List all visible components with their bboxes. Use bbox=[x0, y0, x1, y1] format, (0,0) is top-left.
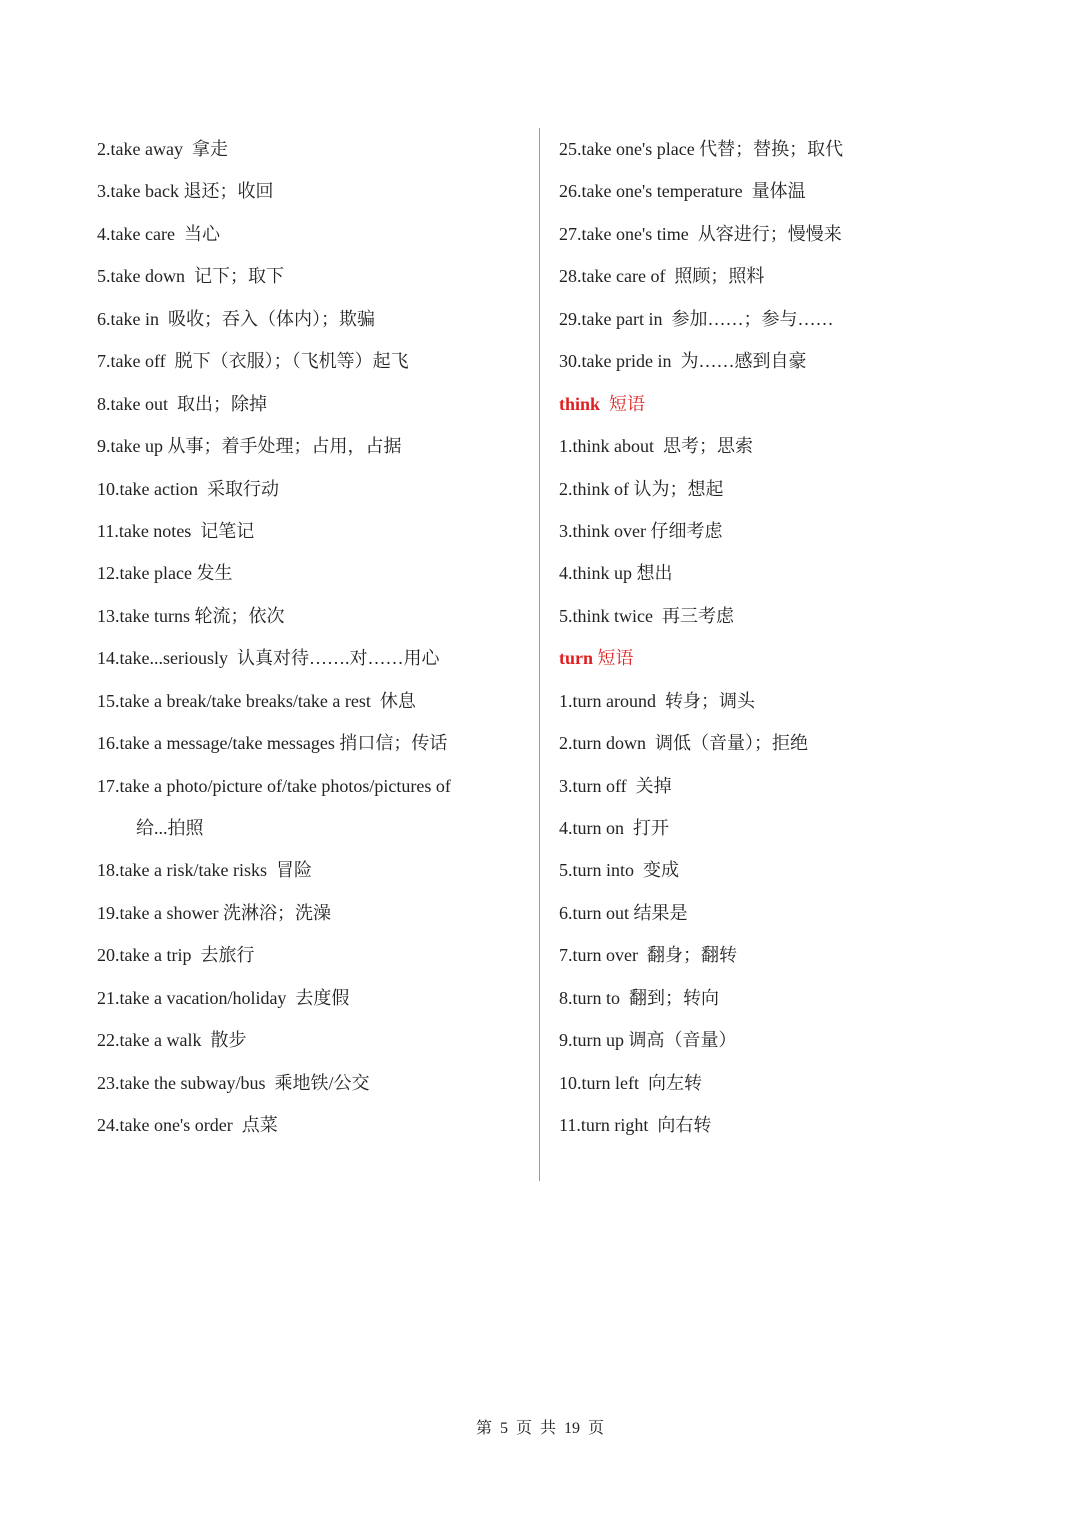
phrase-entry: 3.turn off 关掉 bbox=[559, 775, 672, 796]
phrase-entry: 27.take one's time 从容进行；慢慢来 bbox=[559, 223, 842, 244]
phrase-entry: 10.turn left 向左转 bbox=[559, 1072, 702, 1093]
phrase-entry: 3.think over 仔细考虑 bbox=[559, 520, 723, 541]
phrase-entry: 25.take one's place 代替；替换；取代 bbox=[559, 139, 844, 159]
phrase-entry: 给...拍照 bbox=[136, 818, 204, 838]
phrase-entry: 1.think about 思考；思索 bbox=[559, 436, 753, 457]
phrase-entry: 7.take off 脱下（衣服）；（飞机等）起飞 bbox=[97, 351, 409, 372]
phrase-entry: 1.turn around 转身；调头 bbox=[559, 690, 755, 711]
phrase-entry: 21.take a vacation/holiday 去度假 bbox=[97, 987, 350, 1008]
phrase-entry: 22.take a walk 散步 bbox=[97, 1030, 247, 1051]
phrase-entry: 30.take pride in 为……感到自豪 bbox=[559, 351, 807, 372]
phrase-entry: 3.take back 退还；收回 bbox=[97, 181, 274, 202]
phrase-entry: 19.take a shower 洗淋浴；洗澡 bbox=[97, 902, 331, 923]
phrase-entry: 11.turn right 向右转 bbox=[559, 1115, 712, 1136]
phrase-entry: 2.take away 拿走 bbox=[97, 139, 228, 159]
phrase-entry: 9.take up 从事；着手处理；占用，占据 bbox=[97, 436, 402, 457]
phrase-entry: 23.take the subway/bus 乘地铁/公交 bbox=[97, 1072, 370, 1093]
phrase-entry: 9.turn up 调高（音量） bbox=[559, 1030, 737, 1051]
phrase-entry: 6.turn out 结果是 bbox=[559, 902, 688, 923]
phrase-entry: 5.turn into 变成 bbox=[559, 860, 679, 881]
footer-total-pages: 19 bbox=[564, 1420, 581, 1437]
phrase-entry: 18.take a risk/take risks 冒险 bbox=[97, 860, 312, 881]
footer-page-number: 5 bbox=[499, 1420, 508, 1437]
section-heading bbox=[559, 637, 1039, 679]
phrase-entry: 29.take part in 参加……；参与…… bbox=[559, 308, 834, 329]
phrase-entry: 15.take a break/take breaks/take a rest 休息 bbox=[97, 690, 416, 711]
phrase-entry: 5.think twice 再三考虑 bbox=[559, 605, 734, 626]
phrase-entry: 13.take turns 轮流；依次 bbox=[97, 605, 285, 626]
phrase-entry: 24.take one's order 点菜 bbox=[97, 1115, 278, 1136]
phrase-entry: 8.take out 取出；除掉 bbox=[97, 393, 267, 414]
phrase-entry: 4.take care 当心 bbox=[97, 223, 220, 244]
footer-ye2: 页 bbox=[588, 1420, 605, 1437]
phrase-entry: 14.take...seriously 认真对待…….对……用心 bbox=[97, 648, 440, 669]
column-divider bbox=[539, 128, 540, 1181]
footer-di: 第 bbox=[475, 1420, 492, 1437]
phrase-entry: 12.take place 发生 bbox=[97, 563, 233, 584]
page-footer bbox=[0, 1417, 1080, 1441]
section-heading-label: 短语 bbox=[593, 648, 634, 669]
footer-ye: 页 bbox=[515, 1420, 532, 1437]
phrase-entry: 17.take a photo/picture of/take photos/pictures of bbox=[97, 775, 451, 796]
left-column bbox=[97, 128, 527, 1147]
phrase-entry: 26.take one's temperature 量体温 bbox=[559, 181, 806, 202]
right-column bbox=[559, 128, 1039, 1147]
phrase-entry: 7.turn over 翻身；翻转 bbox=[559, 945, 737, 966]
section-heading-word: think bbox=[559, 393, 601, 414]
phrase-entry: 28.take care of 照顾；照料 bbox=[559, 266, 765, 287]
section-heading bbox=[559, 383, 1039, 425]
phrase-entry: 8.turn to 翻到；转向 bbox=[559, 987, 719, 1008]
footer-gong: 共 bbox=[540, 1420, 557, 1437]
phrase-entry: 4.turn on 打开 bbox=[559, 818, 669, 838]
phrase-entry: 20.take a trip 去旅行 bbox=[97, 945, 255, 966]
section-heading-label: 短语 bbox=[600, 393, 646, 414]
phrase-entry: 10.take action 采取行动 bbox=[97, 478, 279, 499]
phrase-entry: 5.take down 记下；取下 bbox=[97, 266, 284, 287]
phrase-entry: 11.take notes 记笔记 bbox=[97, 520, 255, 541]
section-heading-word: turn bbox=[559, 648, 594, 669]
phrase-entry: 2.turn down 调低（音量）；拒绝 bbox=[559, 733, 808, 754]
phrase-entry: 16.take a message/take messages 捎口信；传话 bbox=[97, 733, 448, 754]
phrase-entry: 6.take in 吸收；吞入（体内）；欺骗 bbox=[97, 308, 375, 329]
phrase-entry: 4.think up 想出 bbox=[559, 563, 673, 584]
phrase-entry: 2.think of 认为；想起 bbox=[559, 478, 724, 499]
